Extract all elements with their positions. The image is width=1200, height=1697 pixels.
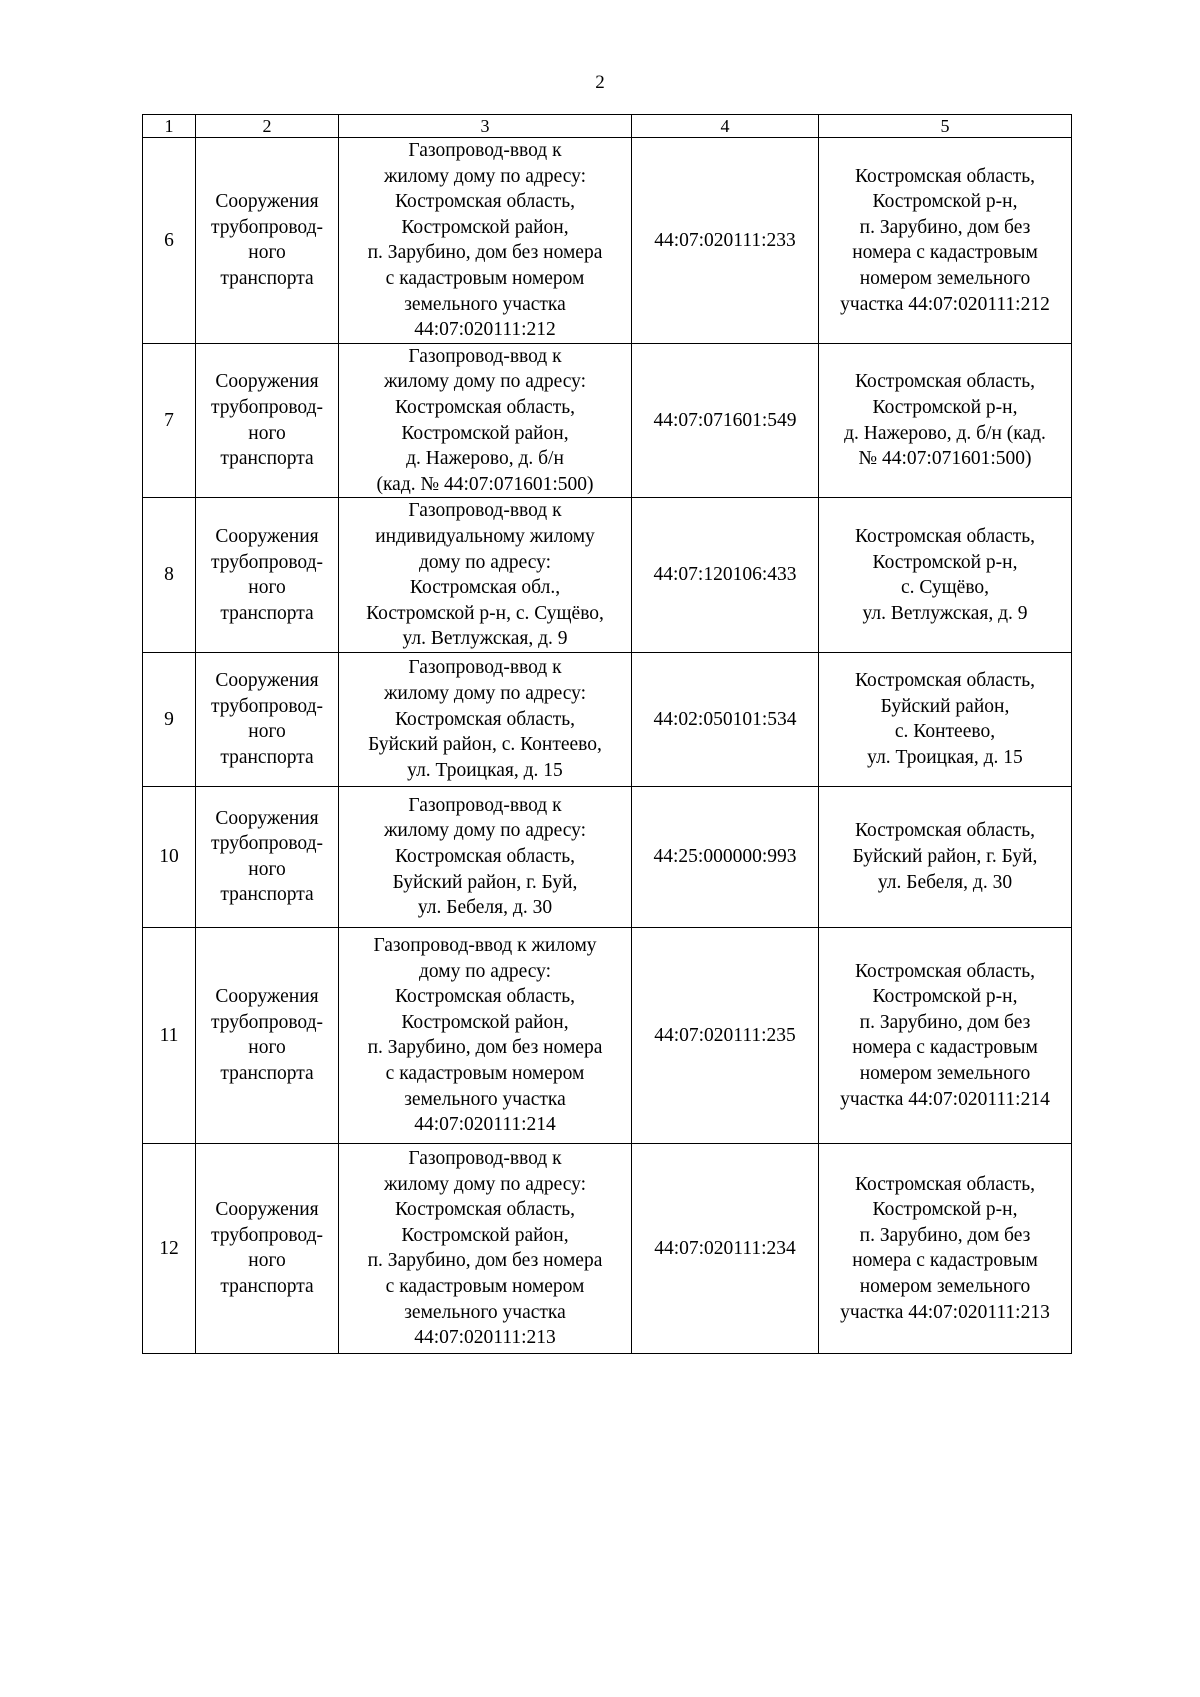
location-cell: Костромская область, Костромской р-н, п. Зарубино, дом без номера с кадастровым номером земельного участка 44:07:020111:214 [819, 927, 1072, 1143]
object-name-cell: Газопровод-ввод к индивидуальному жилому дому по адресу: Костромская обл., Костромской р-н, с. Сущёво, ул. Ветлужская, д. 9 [339, 498, 632, 653]
header-cell-2: 2 [196, 115, 339, 138]
cadastral-number-cell: 44:07:020111:235 [632, 927, 819, 1143]
header-cell-4: 4 [632, 115, 819, 138]
location-cell: Костромская область, Костромской р-н, с. Сущёво, ул. Ветлужская, д. 9 [819, 498, 1072, 653]
row-number-cell: 6 [143, 138, 196, 344]
table-row [143, 498, 1072, 653]
object-name-cell: Газопровод-ввод к жилому дому по адресу: Костромская область, Костромской район, п. Зарубино, дом без номера с кадастровым номером земельного участка 44:07:020111:214 [339, 927, 632, 1143]
object-name-cell: Газопровод-ввод к жилому дому по адресу: Костромская область, Буйский район, с. Контеево, ул. Троицкая, д. 15 [339, 652, 632, 786]
row-number-cell: 10 [143, 786, 196, 927]
object-type-cell: Сооружения трубопровод- ного транспорта [196, 343, 339, 498]
cadastral-number-cell: 44:07:020111:233 [632, 138, 819, 344]
object-type-cell: Сооружения трубопровод- ного транспорта [196, 927, 339, 1143]
row-number-cell: 11 [143, 927, 196, 1143]
object-name-cell: Газопровод-ввод к жилому дому по адресу: Костромская область, Костромской район, п. Зарубино, дом без номера с кадастровым номером земельного участка 44:07:020111:213 [339, 1143, 632, 1353]
object-type-cell: Сооружения трубопровод- ного транспорта [196, 786, 339, 927]
table-row [143, 138, 1072, 344]
location-cell: Костромская область, Буйский район, г. Буй, ул. Бебеля, д. 30 [819, 786, 1072, 927]
table-row [143, 786, 1072, 927]
location-cell: Костромская область, Костромской р-н, п. Зарубино, дом без номера с кадастровым номером земельного участка 44:07:020111:213 [819, 1143, 1072, 1353]
cadastral-number-cell: 44:07:071601:549 [632, 343, 819, 498]
object-name-cell: Газопровод-ввод к жилому дому по адресу: Костромская область, Костромской район, д. Нажерово, д. б/н (кад. № 44:07:071601:500) [339, 343, 632, 498]
row-number-cell: 7 [143, 343, 196, 498]
table-row [143, 1143, 1072, 1353]
page-number: 2 [595, 72, 605, 93]
object-type-cell: Сооружения трубопровод- ного транспорта [196, 652, 339, 786]
registry-table [142, 114, 1072, 1354]
row-number-cell: 9 [143, 652, 196, 786]
location-cell: Костромская область, Костромской р-н, п. Зарубино, дом без номера с кадастровым номером земельного участка 44:07:020111:212 [819, 138, 1072, 344]
cadastral-number-cell: 44:07:020111:234 [632, 1143, 819, 1353]
object-type-cell: Сооружения трубопровод- ного транспорта [196, 498, 339, 653]
cadastral-number-cell: 44:25:000000:993 [632, 786, 819, 927]
table-row [143, 343, 1072, 498]
row-number-cell: 12 [143, 1143, 196, 1353]
table-row [143, 927, 1072, 1143]
object-type-cell: Сооружения трубопровод- ного транспорта [196, 1143, 339, 1353]
header-cell-3: 3 [339, 115, 632, 138]
cadastral-number-cell: 44:02:050101:534 [632, 652, 819, 786]
table-row [143, 652, 1072, 786]
cadastral-number-cell: 44:07:120106:433 [632, 498, 819, 653]
location-cell: Костромская область, Костромской р-н, д. Нажерово, д. б/н (кад. № 44:07:071601:500) [819, 343, 1072, 498]
table-header-row [143, 115, 1072, 138]
header-cell-1: 1 [143, 115, 196, 138]
row-number-cell: 8 [143, 498, 196, 653]
object-type-cell: Сооружения трубопровод- ного транспорта [196, 138, 339, 344]
object-name-cell: Газопровод-ввод к жилому дому по адресу: Костромская область, Костромской район, п. Зарубино, дом без номера с кадастровым номером земельного участка 44:07:020111:212 [339, 138, 632, 344]
object-name-cell: Газопровод-ввод к жилому дому по адресу: Костромская область, Буйский район, г. Буй, ул. Бебеля, д. 30 [339, 786, 632, 927]
header-cell-5: 5 [819, 115, 1072, 138]
location-cell: Костромская область, Буйский район, с. Контеево, ул. Троицкая, д. 15 [819, 652, 1072, 786]
